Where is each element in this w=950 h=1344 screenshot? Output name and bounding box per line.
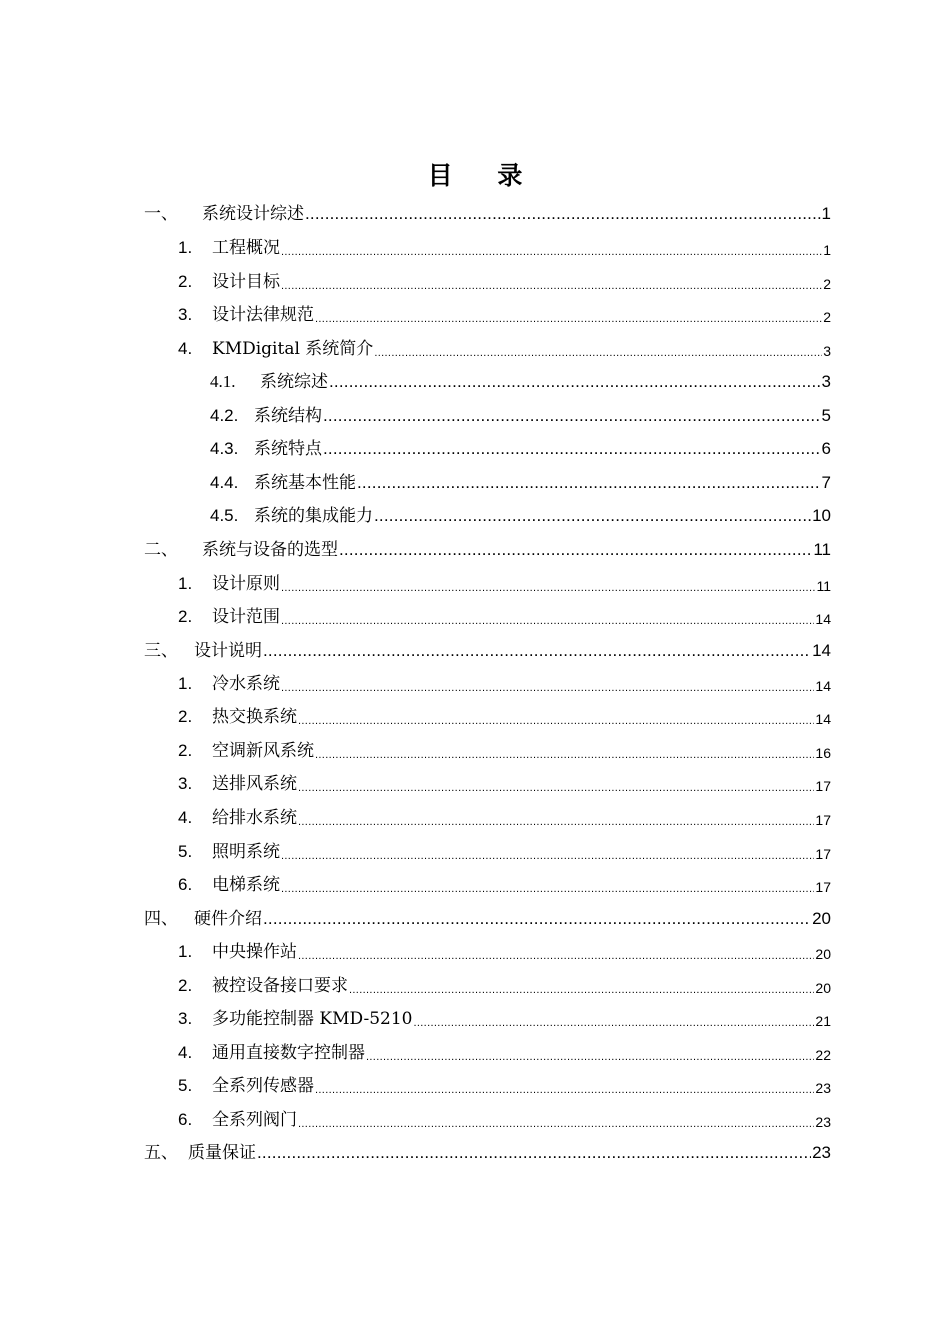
toc-entry-label: 给排水系统 bbox=[212, 808, 297, 828]
toc-leader-dots bbox=[263, 909, 811, 929]
toc-entry[interactable] bbox=[210, 368, 831, 392]
toc-entry-label: 空调新风系统 bbox=[212, 741, 314, 761]
toc-entry-page: 14 bbox=[815, 611, 831, 627]
toc-entry-number: 4.3. bbox=[210, 439, 239, 458]
toc-entry-label: 硬件介绍 bbox=[194, 909, 262, 929]
toc-entry-label: 设计法律规范 bbox=[212, 305, 314, 325]
toc-entry-number: 2. bbox=[178, 707, 193, 726]
toc-entry-page: 11 bbox=[816, 578, 831, 594]
toc-entry-label: 系统基本性能 bbox=[254, 473, 356, 493]
toc-leader-dots bbox=[413, 1017, 814, 1029]
toc-entry-page: 1 bbox=[821, 204, 831, 223]
toc-leader-dots bbox=[298, 715, 814, 727]
toc-entry[interactable] bbox=[178, 871, 831, 895]
toc-entry-label: 多功能控制器 KMD-5210 bbox=[212, 1009, 413, 1029]
toc-entry-number: 3. bbox=[178, 1009, 193, 1028]
toc-entry-page: 20 bbox=[812, 909, 831, 928]
toc-entry-number: 一、 bbox=[144, 204, 178, 223]
toc-entry-label: 工程概况 bbox=[212, 238, 280, 258]
toc-entry-number: 5. bbox=[178, 842, 193, 861]
toc-leader-dots bbox=[281, 280, 822, 292]
toc-entry-number: 4.4. bbox=[210, 473, 239, 492]
toc-entry-page: 20 bbox=[815, 946, 831, 962]
toc-entry-label: 系统的集成能力 bbox=[254, 506, 373, 526]
toc-entry-page: 20 bbox=[815, 980, 831, 996]
toc-entry[interactable] bbox=[178, 335, 831, 359]
toc-entry[interactable] bbox=[178, 972, 831, 996]
toc-entry-number: 4.1. bbox=[210, 372, 236, 391]
toc-entry-label: 被控设备接口要求 bbox=[212, 976, 348, 996]
toc-entry-number: 4.2. bbox=[210, 406, 239, 425]
toc-entry[interactable] bbox=[178, 737, 831, 761]
toc-entry-page: 2 bbox=[823, 309, 831, 325]
toc-entry-number: 1. bbox=[178, 942, 193, 961]
toc-entry-page: 2 bbox=[823, 276, 831, 292]
toc-entry[interactable] bbox=[178, 938, 831, 962]
toc-entry-page: 22 bbox=[815, 1047, 831, 1063]
toc-entry-number: 6. bbox=[178, 875, 193, 894]
toc-entry-number: 四、 bbox=[144, 909, 178, 928]
toc-entry-label: 电梯系统 bbox=[212, 875, 280, 895]
toc-leader-dots bbox=[315, 749, 814, 761]
toc-leader-dots bbox=[263, 641, 811, 661]
toc-leader-dots bbox=[374, 506, 811, 526]
toc-entry-label: 设计目标 bbox=[212, 272, 280, 292]
toc-leader-dots bbox=[366, 1051, 814, 1063]
toc-entry[interactable] bbox=[178, 670, 831, 694]
toc-entry-label: 质量保证 bbox=[188, 1143, 256, 1163]
toc-entry-label: 设计原则 bbox=[212, 574, 280, 594]
toc-entry-page: 3 bbox=[823, 343, 831, 359]
toc-entry[interactable] bbox=[210, 402, 831, 426]
toc-entry-number: 6. bbox=[178, 1110, 193, 1129]
toc-entry-label: 设计说明 bbox=[194, 641, 262, 661]
toc-entry-label: KMDigital 系统简介 bbox=[212, 339, 374, 359]
toc-leader-dots bbox=[298, 782, 814, 794]
toc-entry-number: 五、 bbox=[144, 1143, 178, 1162]
toc-entry-number: 2. bbox=[178, 741, 193, 760]
toc-entry-label: 冷水系统 bbox=[212, 674, 280, 694]
toc-entry-label: 通用直接数字控制器 bbox=[212, 1043, 365, 1063]
toc-entry-label: 中央操作站 bbox=[212, 942, 297, 962]
toc-leader-dots bbox=[281, 246, 822, 258]
toc-entry-page: 16 bbox=[815, 745, 831, 761]
toc-entry-page: 17 bbox=[815, 879, 831, 895]
toc-entry-page: 23 bbox=[815, 1114, 831, 1130]
toc-entry[interactable] bbox=[178, 234, 831, 258]
toc-leader-dots bbox=[349, 984, 814, 996]
toc-entry[interactable] bbox=[178, 1039, 831, 1063]
toc-entry-number: 1. bbox=[178, 574, 193, 593]
toc-leader-dots bbox=[323, 406, 821, 426]
toc-entry-label: 系统特点 bbox=[254, 439, 322, 459]
toc-leader-dots bbox=[281, 615, 814, 627]
toc-entry[interactable] bbox=[144, 637, 831, 661]
toc-entry[interactable] bbox=[178, 268, 831, 292]
toc-entry[interactable] bbox=[178, 804, 831, 828]
toc-entry[interactable] bbox=[144, 905, 831, 929]
toc-entry[interactable] bbox=[178, 1106, 831, 1130]
toc-leader-dots bbox=[357, 473, 821, 493]
toc-entry-page: 23 bbox=[812, 1143, 831, 1162]
toc-entry-number: 3. bbox=[178, 774, 193, 793]
toc-entry[interactable] bbox=[178, 1005, 831, 1029]
toc-entry-number: 2. bbox=[178, 607, 193, 626]
toc-entry-number: 2. bbox=[178, 272, 193, 291]
toc-entry-number: 二、 bbox=[144, 540, 178, 559]
toc-entry-page: 14 bbox=[812, 641, 831, 660]
toc-entry[interactable] bbox=[178, 603, 831, 627]
toc-leader-dots bbox=[281, 850, 814, 862]
toc-entry-label: 系统设计综述 bbox=[202, 204, 304, 224]
toc-entry[interactable] bbox=[144, 200, 831, 224]
toc-entry-page: 10 bbox=[812, 506, 831, 525]
toc-entry[interactable] bbox=[210, 502, 831, 526]
toc-entry-page: 14 bbox=[815, 711, 831, 727]
toc-entry-label: 热交换系统 bbox=[212, 707, 297, 727]
toc-entry-page: 1 bbox=[823, 242, 831, 258]
toc-entry-number: 4. bbox=[178, 1043, 193, 1062]
toc-entry-label: 照明系统 bbox=[212, 842, 280, 862]
toc-leader-dots bbox=[329, 372, 821, 392]
toc-entry-label: 系统结构 bbox=[254, 406, 322, 426]
toc-entry-label: 设计范围 bbox=[212, 607, 280, 627]
toc-title: 目 录 bbox=[427, 161, 541, 190]
toc-entry[interactable] bbox=[178, 1072, 831, 1096]
toc-entry-number: 2. bbox=[178, 976, 193, 995]
toc-leader-dots bbox=[323, 439, 821, 459]
toc-leader-dots bbox=[281, 582, 815, 594]
toc-entry[interactable] bbox=[178, 570, 831, 594]
toc-entry-label: 全系列阀门 bbox=[212, 1110, 297, 1130]
toc-entry-page: 11 bbox=[813, 540, 831, 559]
toc-entry[interactable] bbox=[178, 301, 831, 325]
toc-entry[interactable] bbox=[210, 435, 831, 459]
toc-entry[interactable] bbox=[178, 770, 831, 794]
toc-leader-dots bbox=[298, 816, 814, 828]
toc-entry-label: 系统与设备的选型 bbox=[202, 540, 338, 560]
toc-leader-dots bbox=[315, 1084, 814, 1096]
toc-entry[interactable] bbox=[210, 469, 831, 493]
toc-leader-dots bbox=[281, 682, 814, 694]
toc-entry-page: 17 bbox=[815, 812, 831, 828]
toc-entry-number: 5. bbox=[178, 1076, 193, 1095]
toc-entry[interactable] bbox=[178, 838, 831, 862]
toc-entry-page: 7 bbox=[821, 473, 831, 492]
toc-entry-number: 三、 bbox=[144, 641, 178, 660]
toc-leader-dots bbox=[339, 540, 812, 560]
toc-entry-page: 17 bbox=[815, 778, 831, 794]
toc-entry-label: 全系列传感器 bbox=[212, 1076, 314, 1096]
toc-entry-page: 23 bbox=[815, 1080, 831, 1096]
toc-entry-number: 4.5. bbox=[210, 506, 239, 525]
toc-entry-number: 1. bbox=[178, 238, 193, 257]
toc-entry-number: 3. bbox=[178, 305, 193, 324]
toc-entry-page: 14 bbox=[815, 678, 831, 694]
toc-leader-dots bbox=[298, 950, 814, 962]
toc-entry-number: 4. bbox=[178, 339, 193, 358]
toc-entry-page: 6 bbox=[821, 439, 831, 458]
toc-leader-dots bbox=[305, 204, 821, 224]
toc-entry-number: 1. bbox=[178, 674, 193, 693]
toc-leader-dots bbox=[257, 1143, 811, 1163]
toc-entry-page: 21 bbox=[815, 1013, 831, 1029]
toc-entry[interactable] bbox=[178, 703, 831, 727]
toc-entry-number: 4. bbox=[178, 808, 193, 827]
toc-entry-label: 送排风系统 bbox=[212, 774, 297, 794]
toc-leader-dots bbox=[315, 313, 822, 325]
toc-entry-page: 3 bbox=[821, 372, 831, 391]
toc-entry-page: 17 bbox=[815, 846, 831, 862]
toc-entry[interactable] bbox=[144, 1139, 831, 1163]
toc-leader-dots bbox=[281, 883, 814, 895]
toc-leader-dots bbox=[298, 1118, 814, 1130]
toc-entry[interactable] bbox=[144, 536, 831, 560]
toc-entry-label: 系统综述 bbox=[260, 372, 328, 392]
toc-entry-page: 5 bbox=[821, 406, 831, 425]
toc-leader-dots bbox=[374, 347, 822, 359]
